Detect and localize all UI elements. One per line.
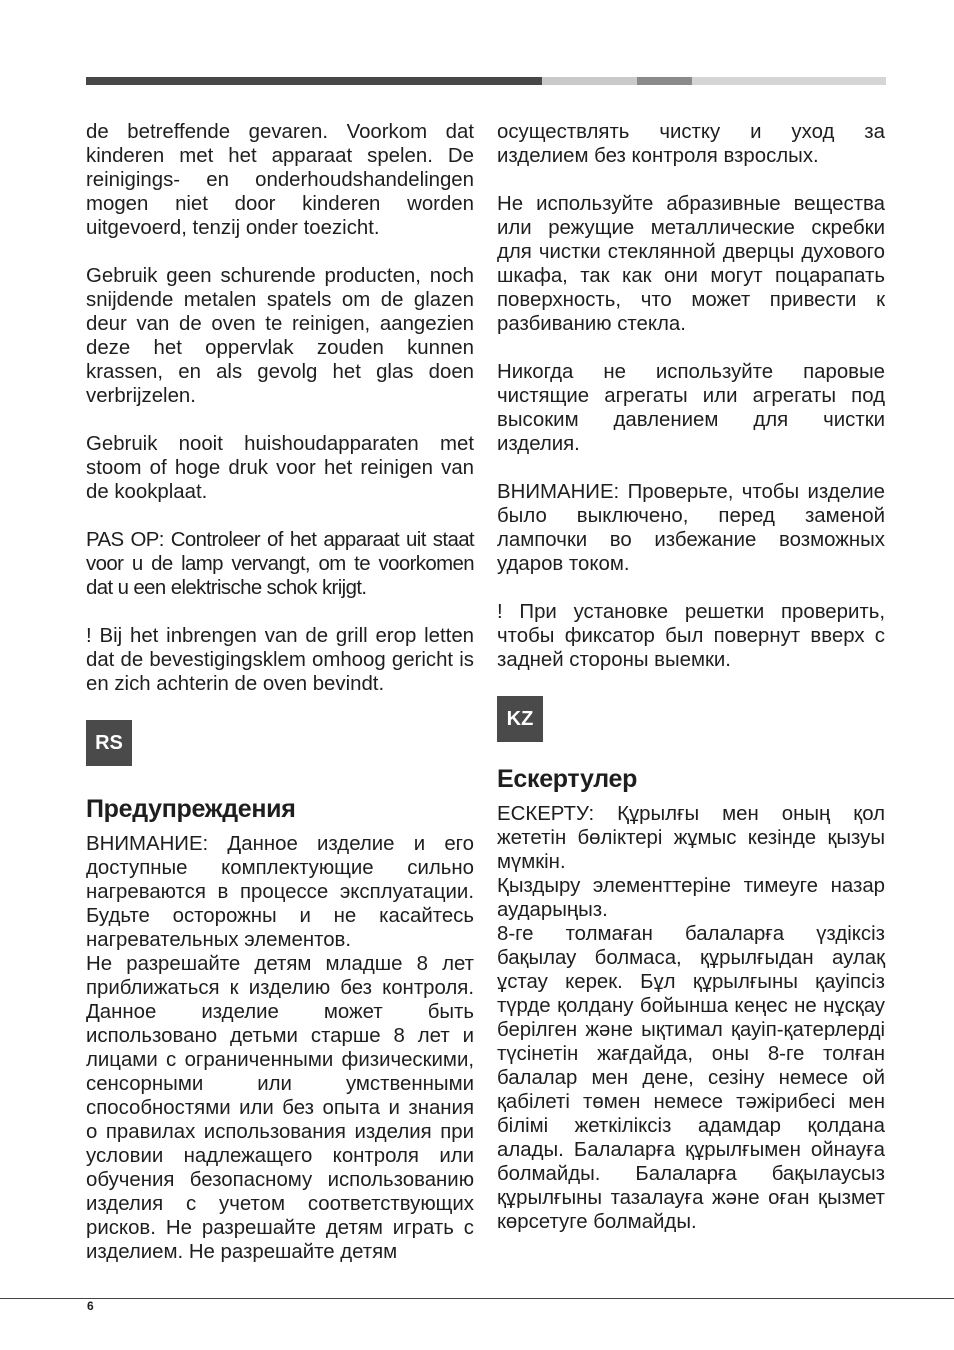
paragraph: осуществлять чистку и уход за изделием без контроля взрослых. [497, 121, 885, 167]
right-column [497, 120, 885, 1234]
language-badge-rs: RS [86, 720, 132, 766]
paragraph: ! При установке решетки проверить, чтобы фиксатор был повернут вверх с задней стороны выемки. [497, 601, 885, 671]
footer-divider [0, 1298, 954, 1299]
header-color-bar [86, 77, 886, 85]
left-column [86, 120, 474, 1264]
section-heading: Предупреждения [86, 795, 296, 823]
warning-paragraph: ВНИМАНИЕ: Проверьте, чтобы изделие было выключено, перед заменой лампочки во избежание возможных ударов током. [497, 481, 885, 575]
paragraph: de betreffende gevaren. Voorkom dat kinderen met het apparaat spelen. De reinigings- en onderhoudshandelingen mogen niet door kinderen worden uitgevoerd, tenzij onder toezicht. [86, 121, 474, 239]
paragraph: Gebruik geen schurende producten, noch snijdende metalen spatels om de glazen deur van de oven te reinigen, aangezien deze het oppervlak zouden kunnen krassen, en als gevolg het glas doen verbrijzelen. [86, 265, 474, 407]
header-bar-dark-segment [86, 77, 542, 85]
paragraph: Не разрешайте детям младше 8 лет приближаться к изделию без контроля. Данное изделие может быть использовано детьми старше 8 лет и лицами с ограниченными физическими, сенсорными или умственными способностями или без опыта и знания о правилах использования изделия при условии надлежащего контроля или обучения безопасному использованию изделия с учетом соответствующих рисков. Не разрешайте детям играть с изделием. Не разрешайте детям [86, 953, 474, 1263]
paragraph: 8-ге толмаған балаларға үздіксіз бақылау болмаса, құрылғыдан аулақ ұстау керек. Бұл құрылғыны қауіпсіз түрде қолдану бойынша кеңес не нұсқау берілген және ықтимал қауіп-қатерлерді түсінетін жағдайда, оны 8-ге толған балалар мен дене, сезіну немесе ой қабілеті төмен немесе тәжірибесі мен білімі жеткіліксіз адамдар қолдана алады. Балаларға құрылғымен ойнауға болмайды. Балаларға бақылаусыз құрылғыны тазалауға және оған қызмет көрсетуге болмайды. [497, 923, 885, 1233]
warning-paragraph: PAS OP: Controleer of het apparaat uit staat voor u de lamp vervangt, om te voorkomen dat u een elektrische schok krijgt. [86, 529, 474, 599]
paragraph: ! Bij het inbrengen van de grill erop letten dat de bevestigingsklem omhoog gericht is en zich achterin de oven bevindt. [86, 625, 474, 695]
paragraph: Никогда не используйте паровые чистящие агрегаты или агрегаты под высоким давлением для чистки изделия. [497, 361, 885, 455]
header-bar-light-segment [542, 77, 637, 85]
paragraph: Gebruik nooit huishoudapparaten met stoom of hoge druk voor het reinigen van de kookplaat. [86, 433, 474, 503]
paragraph: ЕСКЕРТУ: Құрылғы мен оның қол жететін бөліктері жұмыс кезінде қызуы мүмкін. [497, 803, 885, 873]
header-bar-mid-segment [637, 77, 692, 85]
section-heading: Ескертулер [497, 765, 638, 793]
header-bar-light-segment [692, 77, 886, 85]
paragraph: Не используйте абразивные вещества или режущие металлические скребки для чистки стеклянной дверцы духового шкафа, так как они могут поцарапать поверхность, что может привести к разбиванию стекла. [497, 193, 885, 335]
language-badge-kz: KZ [497, 696, 543, 742]
page-number: 6 [87, 1299, 94, 1313]
paragraph: ВНИМАНИЕ: Данное изделие и его доступные комплектующие сильно нагреваются в процессе эксплуатации. Будьте осторожны и не касайтесь нагревательных элементов. [86, 833, 474, 951]
paragraph: Қыздыру элементтеріне тимеуге назар аударыңыз. [497, 875, 885, 921]
